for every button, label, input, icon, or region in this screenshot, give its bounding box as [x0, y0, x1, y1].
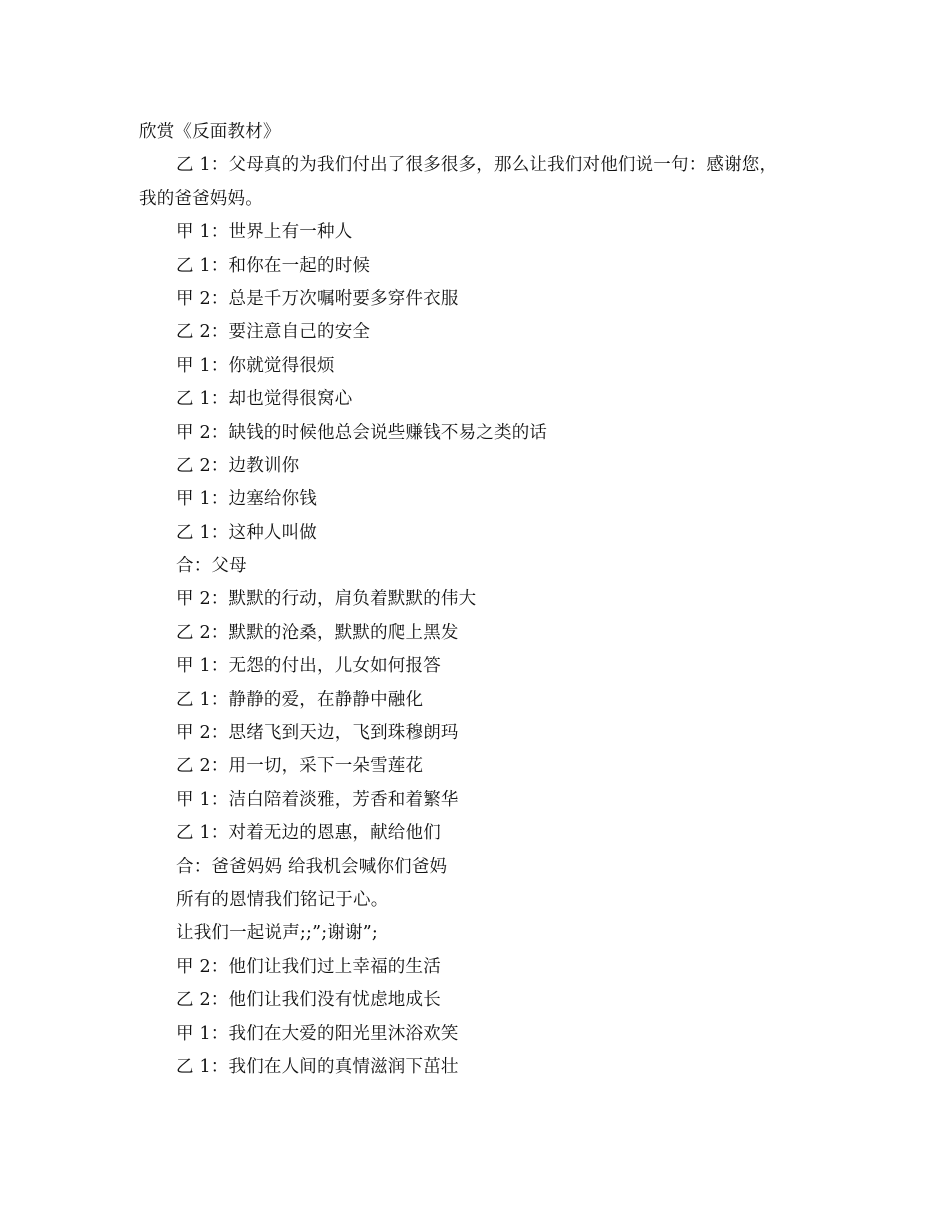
- dialogue-line: 乙 1：和你在一起的时候: [176, 255, 371, 276]
- dialogue-line: 甲 1：世界上有一种人: [176, 222, 353, 243]
- dialogue-line: 甲 1：边塞给你钱: [176, 489, 317, 510]
- narration-line: 所有的恩情我们铭记于心。: [176, 889, 389, 910]
- dialogue-line: 甲 2：思绪飞到天边，飞到珠穆朗玛: [176, 723, 459, 744]
- document-body: [139, 116, 819, 1084]
- dialogue-line: 乙 1：却也觉得很窝心: [176, 389, 353, 410]
- dialogue-line: 乙 2：默默的沧桑，默默的爬上黑发: [176, 622, 459, 643]
- dialogue-line: 甲 1：洁白陪着淡雅，芳香和着繁华: [176, 789, 459, 810]
- dialogue-line: 甲 1：我们在大爱的阳光里沐浴欢笑: [176, 1023, 459, 1044]
- chorus-line: 合：爸爸妈妈 给我机会喊你们爸妈: [176, 856, 448, 877]
- dialogue-line: 乙 2：要注意自己的安全: [176, 322, 371, 343]
- document-title-line: 欣赏《反面教材》: [139, 122, 281, 142]
- dialogue-line: 甲 2：他们让我们过上幸福的生活: [176, 956, 441, 977]
- dialogue-line: 乙 2：边教训你: [176, 455, 300, 476]
- dialogue-line: 乙 1：静静的爱，在静静中融化: [176, 689, 424, 710]
- dialogue-line: 乙 1：我们在人间的真情滋润下茁壮: [176, 1056, 459, 1077]
- dialogue-line: 乙 1：父母真的为我们付出了很多很多，那么让我们对他们说一句：感谢您，: [176, 155, 778, 176]
- dialogue-line: 乙 2：用一切，采下一朵雪莲花: [176, 756, 424, 777]
- dialogue-line: 乙 1：这种人叫做: [176, 522, 317, 543]
- dialogue-line: 甲 2：缺钱的时候他总会说些赚钱不易之类的话: [176, 422, 548, 443]
- dialogue-line: 甲 1：无怨的付出，儿女如何报答: [176, 656, 441, 677]
- dialogue-line: 甲 2：总是千万次嘱咐要多穿件衣服: [176, 288, 459, 309]
- narration-line: 让我们一起说声;;”;谢谢”;: [176, 923, 378, 944]
- chorus-line: 合：父母: [176, 556, 247, 577]
- dialogue-line: 甲 2：默默的行动，肩负着默默的伟大: [176, 589, 477, 610]
- dialogue-line: 乙 1：对着无边的恩惠，献给他们: [176, 823, 441, 844]
- dialogue-line: 乙 2：他们让我们没有忧虑地成长: [176, 990, 441, 1011]
- dialogue-line-continuation: 我的爸爸妈妈。: [139, 188, 263, 209]
- dialogue-line: 甲 1：你就觉得很烦: [176, 355, 335, 376]
